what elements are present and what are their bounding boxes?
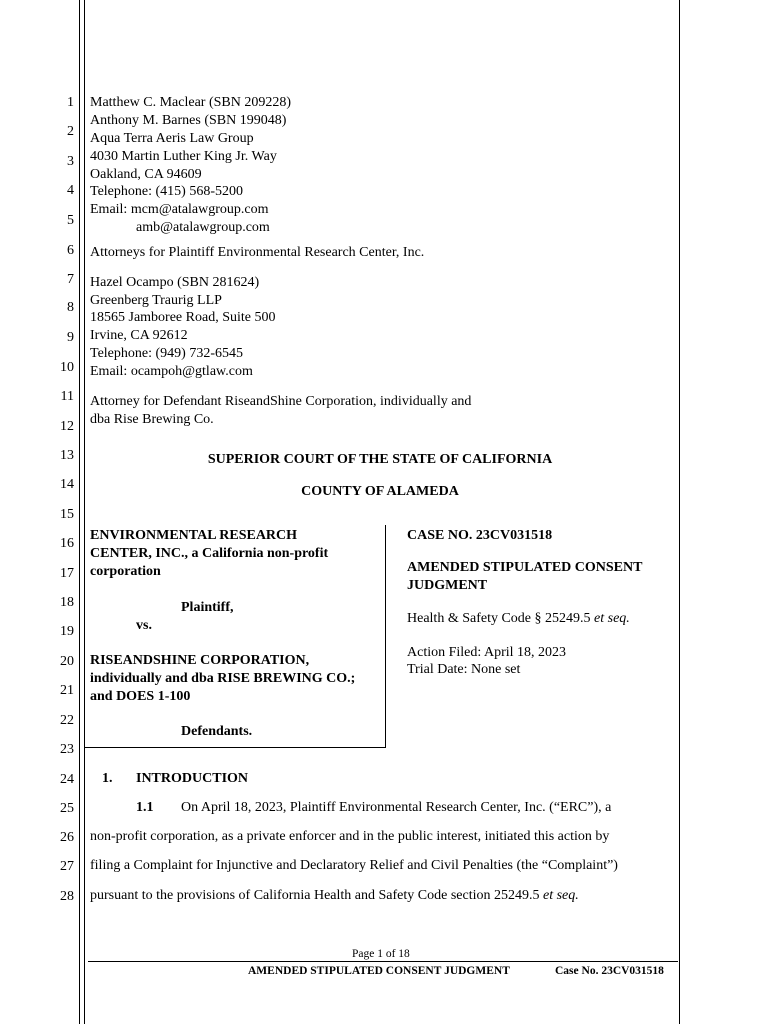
defendant-name: RISEANDSHINE CORPORATION,: [90, 653, 310, 668]
line-number: 8: [67, 300, 74, 315]
caption-box-bottom-rule: [84, 747, 386, 748]
line-number: 19: [60, 624, 74, 639]
statute-text: Health & Safety Code § 25249.5: [407, 611, 591, 626]
line-number: 20: [60, 654, 74, 669]
attorney-for-defendant: Attorney for Defendant RiseandShine Corporation, individually and: [90, 394, 472, 409]
section-number: 1.: [102, 771, 113, 786]
document-title: AMENDED STIPULATED CONSENT: [407, 560, 643, 575]
body-line-suffix: et seq.: [542, 888, 579, 903]
line-number: 6: [67, 243, 74, 258]
counsel-line: Telephone: (415) 568-5200: [90, 184, 243, 199]
line-number: 5: [67, 213, 74, 228]
section-title: INTRODUCTION: [136, 771, 249, 786]
left-margin-rule-outer: [79, 0, 80, 1024]
paragraph-number: 1.1: [136, 800, 154, 815]
body-line-text: pursuant to the provisions of California Health and Safety Code section 25249.5: [90, 888, 540, 903]
versus: vs.: [136, 618, 152, 633]
counsel-line: Irvine, CA 92612: [90, 328, 188, 343]
attorney-for-defendant: dba Rise Brewing Co.: [90, 412, 214, 427]
court-county: COUNTY OF ALAMEDA: [301, 484, 459, 499]
line-number: 21: [60, 683, 74, 698]
footer-rule: [88, 961, 678, 962]
body-line: filing a Complaint for Injunctive and Declaratory Relief and Civil Penalties (the “Complaint”): [90, 858, 618, 873]
counsel-line: Greenberg Traurig LLP: [90, 293, 222, 308]
counsel-line: amb@atalawgroup.com: [136, 220, 270, 235]
trial-date: Trial Date: None set: [407, 662, 521, 677]
line-number: 14: [60, 477, 74, 492]
line-number: 11: [60, 389, 74, 404]
line-number: 27: [60, 859, 74, 874]
counsel-line: Oakland, CA 94609: [90, 167, 202, 182]
counsel-line: Email: mcm@atalawgroup.com: [90, 202, 269, 217]
counsel-line: 4030 Martin Luther King Jr. Way: [90, 149, 277, 164]
plaintiff-name: CENTER, INC., a California non-profit: [90, 546, 329, 561]
line-number: 28: [60, 889, 74, 904]
action-filed: Action Filed: April 18, 2023: [407, 645, 567, 660]
line-number: 10: [60, 360, 74, 375]
counsel-line: Telephone: (949) 732-6545: [90, 346, 243, 361]
line-number: 1: [67, 95, 74, 110]
page-number: Page 1 of 18: [352, 948, 410, 960]
line-number: 26: [60, 830, 74, 845]
body-line: On April 18, 2023, Plaintiff Environmental Research Center, Inc. (“ERC”), a: [181, 800, 612, 815]
body-line: [90, 887, 579, 905]
document-title: JUDGMENT: [407, 578, 488, 593]
plaintiff-name: corporation: [90, 564, 161, 579]
line-number: 3: [67, 154, 74, 169]
counsel-line: Matthew C. Maclear (SBN 209228): [90, 95, 292, 110]
line-number: 4: [67, 183, 74, 198]
statute-citation: [407, 610, 630, 628]
court-name: SUPERIOR COURT OF THE STATE OF CALIFORNIA: [207, 452, 553, 467]
defendant-name: individually and dba RISE BREWING CO.;: [90, 671, 356, 686]
counsel-line: 18565 Jamboree Road, Suite 500: [90, 310, 276, 325]
defendant-label: Defendants.: [181, 724, 253, 739]
body-line: non-profit corporation, as a private enforcer and in the public interest, initiated this action by: [90, 829, 610, 844]
caption-box-right-rule: [385, 525, 386, 748]
footer-title: AMENDED STIPULATED CONSENT JUDGMENT: [248, 965, 510, 977]
counsel-line: Email: ocampoh@gtlaw.com: [90, 364, 253, 379]
line-number: 22: [60, 713, 74, 728]
line-number: 2: [67, 124, 74, 139]
counsel-line: Hazel Ocampo (SBN 281624): [90, 275, 260, 290]
plaintiff-label: Plaintiff,: [181, 600, 234, 615]
counsel-line: Anthony M. Barnes (SBN 199048): [90, 113, 287, 128]
line-number: 9: [67, 330, 74, 345]
statute-suffix: et seq.: [594, 611, 630, 626]
line-number: 7: [67, 272, 74, 287]
defendant-name: and DOES 1-100: [90, 689, 191, 704]
case-number: CASE NO. 23CV031518: [407, 528, 553, 543]
line-number: 15: [60, 507, 74, 522]
line-number: 24: [60, 772, 74, 787]
line-number: 17: [60, 566, 74, 581]
line-number: 18: [60, 595, 74, 610]
attorneys-for-plaintiff: Attorneys for Plaintiff Environmental Research Center, Inc.: [90, 245, 425, 260]
line-number: 13: [60, 448, 74, 463]
left-margin-rule-inner: [84, 0, 85, 1024]
line-number: 12: [60, 419, 74, 434]
footer-case-number: Case No. 23CV031518: [555, 965, 664, 977]
plaintiff-name: ENVIRONMENTAL RESEARCH: [90, 528, 298, 543]
line-number: 16: [60, 536, 74, 551]
line-number: 23: [60, 742, 74, 757]
right-margin-rule: [679, 0, 680, 1024]
counsel-line: Aqua Terra Aeris Law Group: [90, 131, 254, 146]
line-number: 25: [60, 801, 74, 816]
